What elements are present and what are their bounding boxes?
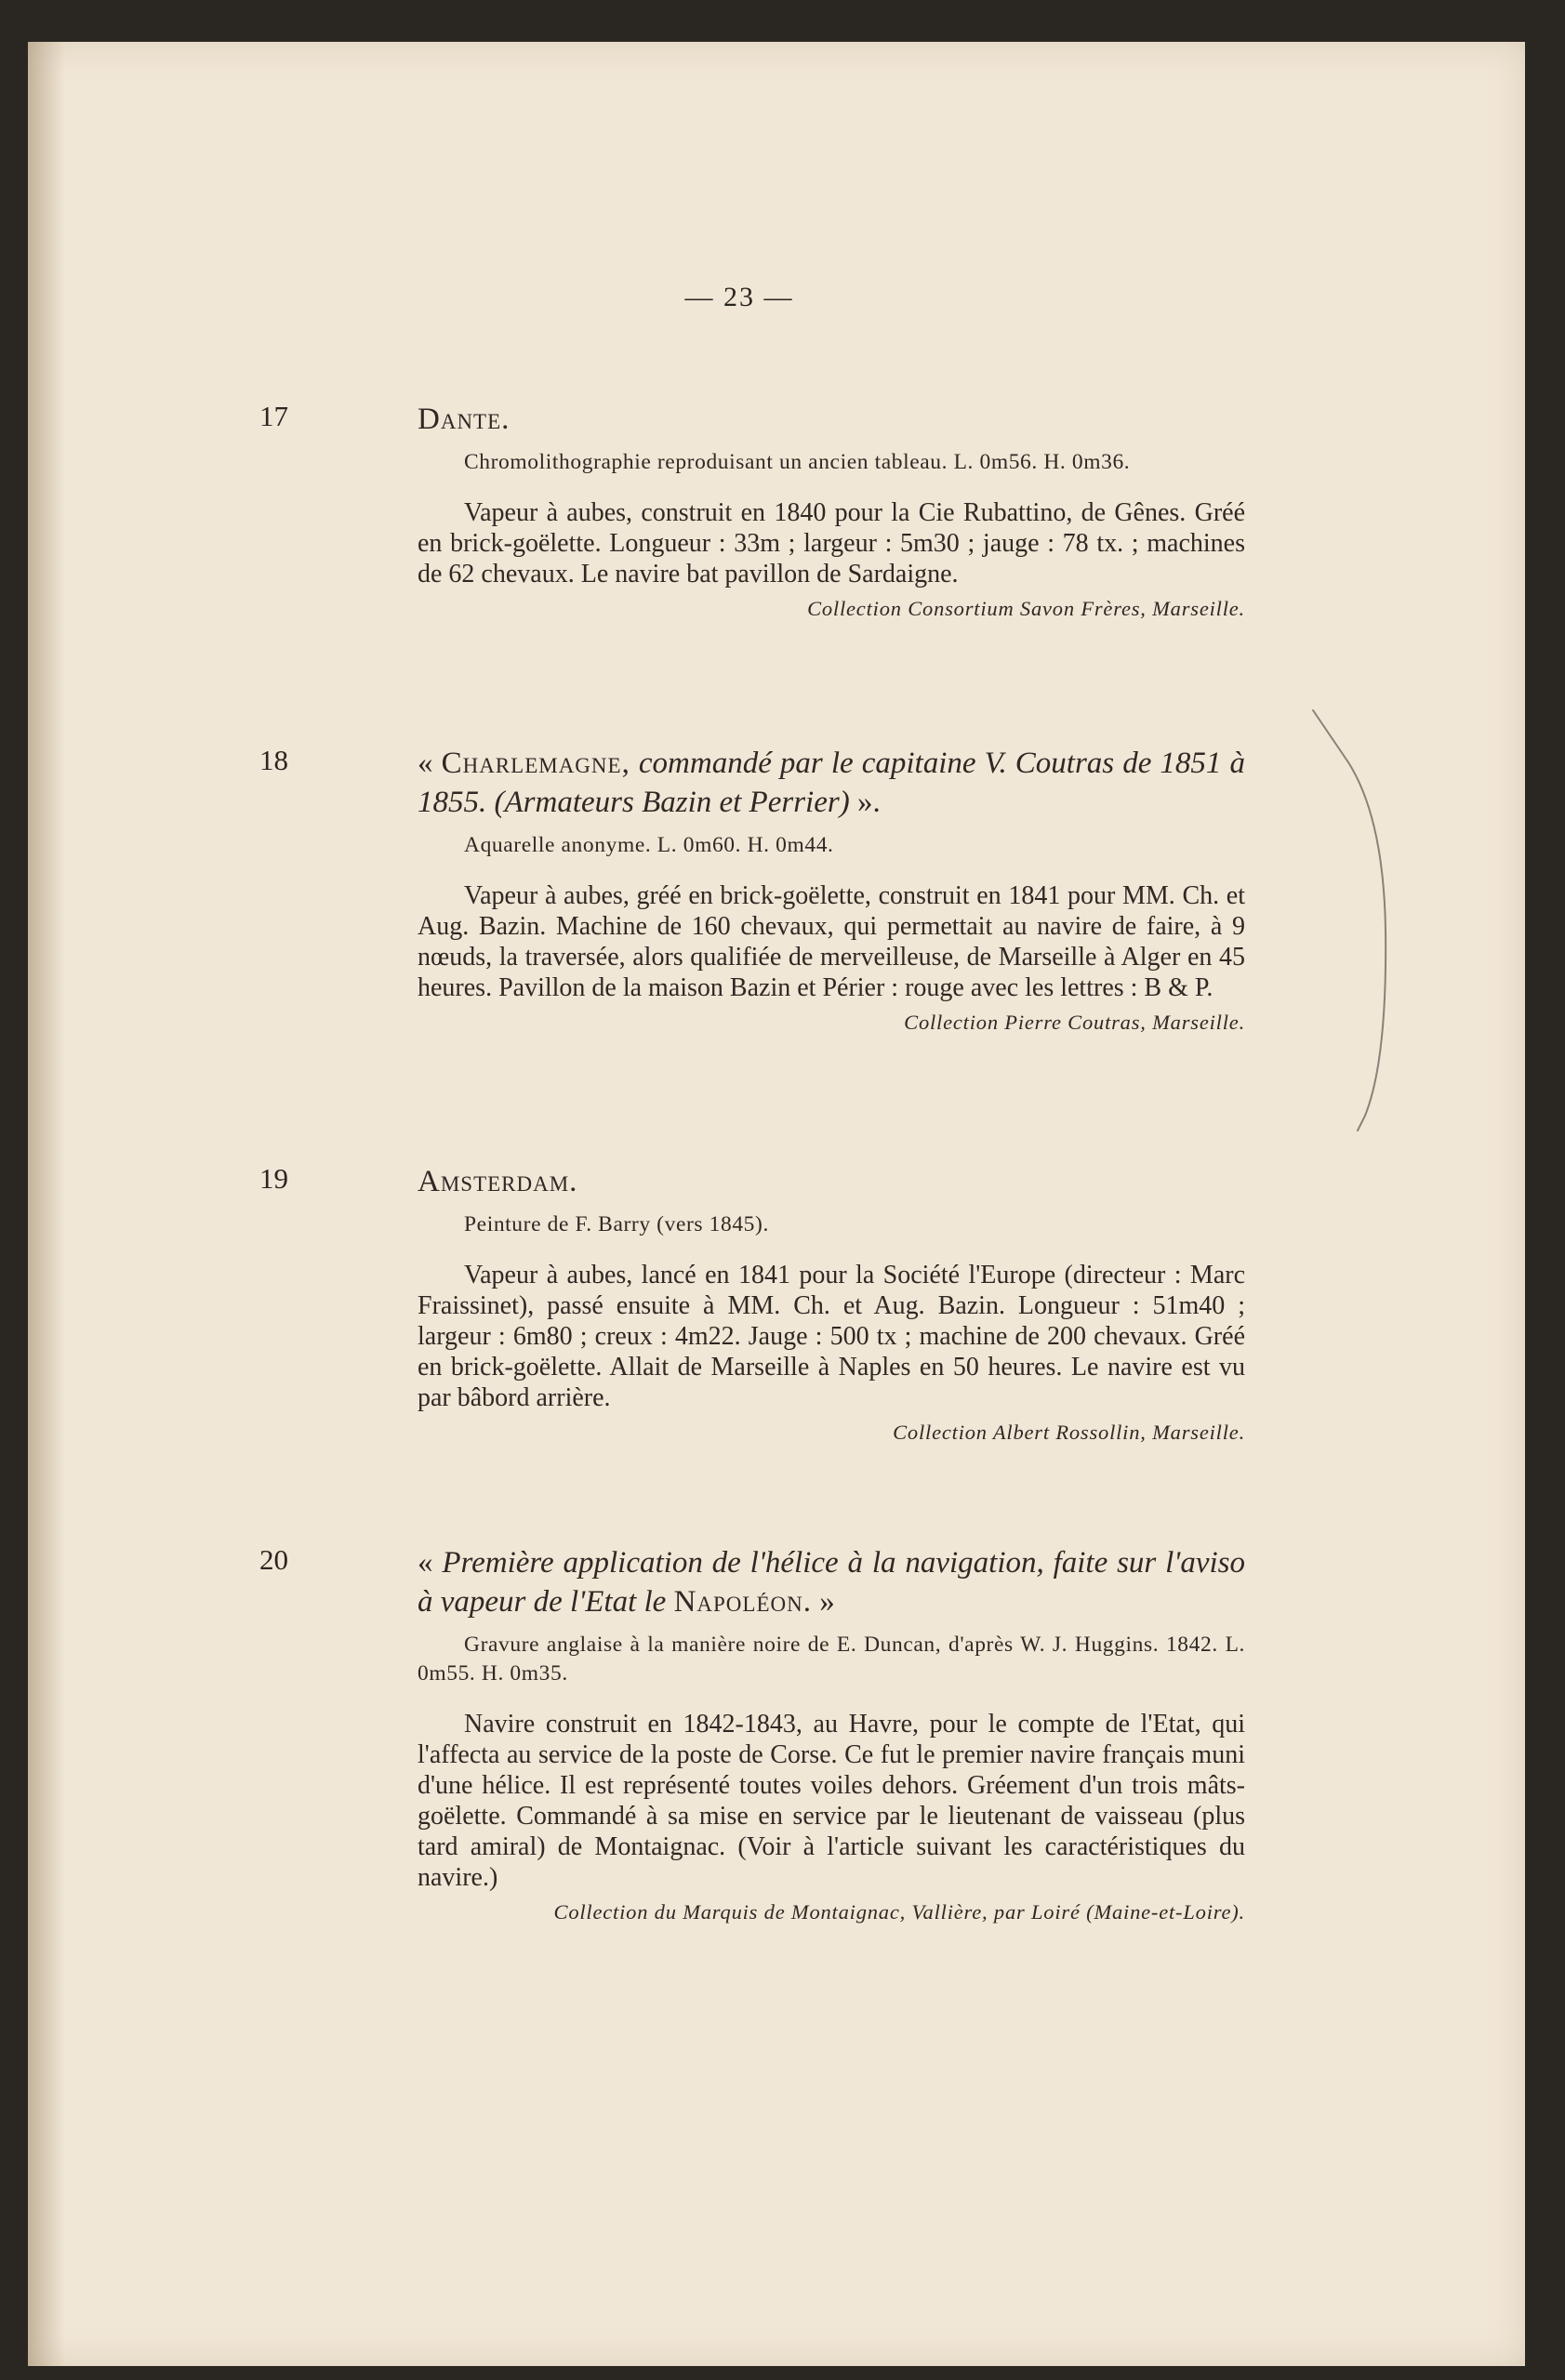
page-number: — 23 — xyxy=(684,282,794,312)
entry-title-text: Dante. xyxy=(418,403,511,436)
entry-technique: Chromolithographie reproduisant un ancien tableau. L. 0m56. H. 0m36. xyxy=(464,450,1131,474)
title-open-quote: « xyxy=(418,747,442,780)
title-close-quote: » xyxy=(812,1585,835,1619)
entry-description: Vapeur à aubes, construit en 1840 pour la Cie Rubattino, de Gênes. Gréé en brick-goëlette. Longueur : 33m ; largeur : 5m30 ; jauge : 78 tx. ; machines de 62 chevaux. Le navire bat pavillon de Sardaigne. xyxy=(418,498,1245,588)
entry-description: Vapeur à aubes, lancé en 1841 pour la Société l'Europe (directeur : Marc Fraissinet), passé ensuite à MM. Ch. et Aug. Bazin. Longueur : 51m40 ; largeur : 6m80 ; creux : 4m22. Jauge : 500 tx ; machine de 200 chevaux. Gréé en brick-goëlette. Allait de Marseille à Naples en 50 heures. Le navire est vu par bâbord arrière. xyxy=(418,1261,1245,1412)
entry-technique: Peinture de F. Barry (vers 1845). xyxy=(464,1212,769,1236)
entry-technique: Aquarelle anonyme. L. 0m60. H. 0m44. xyxy=(464,833,834,857)
title-close-quote: ». xyxy=(849,786,881,819)
entry-title xyxy=(418,744,1245,822)
entry-collection: Collection du Marquis de Montaignac, Vallière, par Loiré (Maine-et-Loire). xyxy=(553,1900,1245,1924)
entry-collection: Collection Pierre Coutras, Marseille. xyxy=(904,1011,1245,1034)
entry-title xyxy=(418,1543,1245,1621)
entry-title xyxy=(418,400,1245,439)
entry-title xyxy=(418,1162,1245,1201)
ship-name: Napoléon. xyxy=(673,1585,812,1619)
entry-technique: Gravure anglaise à la manière noire de E. Duncan, d'après W. J. Huggins. 1842. L. 0m55. H. 0m35. xyxy=(418,1633,1245,1686)
entry-title-text: Amsterdam. xyxy=(418,1165,578,1198)
entry-number: 19 xyxy=(259,1162,288,1195)
pencil-bracket-mark xyxy=(1311,707,1395,1134)
entry-title-text: commandé par le capitaine V. Coutras de 1851 à 1855. (Armateurs Bazin et Perrier) xyxy=(418,747,1245,819)
entry-title-text: Première application de l'hélice à la navigation, faite sur l'aviso à vapeur de l'Etat le xyxy=(418,1546,1245,1619)
title-open-quote: « xyxy=(418,1546,443,1580)
entry-number: 20 xyxy=(259,1543,288,1576)
book-page xyxy=(28,42,1525,2366)
entry-number: 18 xyxy=(259,744,288,776)
entry-description: Navire construit en 1842-1843, au Havre, pour le compte de l'Etat, qui l'affecta au service de la poste de Corse. Ce fut le premier navire français muni d'une hélice. Il est représenté toutes voiles dehors. Gréement d'un trois mâts-goëlette. Commandé à sa mise en service par le lieutenant de vaisseau (plus tard amiral) de Montaignac. (Voir à l'article suivant les caractéristiques du navire.) xyxy=(418,1710,1245,1892)
entry-collection: Collection Consortium Savon Frères, Marseille. xyxy=(807,597,1245,620)
entry-description: Vapeur à aubes, gréé en brick-goëlette, construit en 1841 pour MM. Ch. et Aug. Bazin. Machine de 160 chevaux, qui permettait au navire de faire, à 9 nœuds, la traversée, alors qualifiée de merveilleuse, de Marseille à Alger en 45 heures. Pavillon de la maison Bazin et Périer : rouge avec les lettres : B & P. xyxy=(418,881,1245,1002)
ship-name: Charlemagne, xyxy=(441,747,630,780)
entry-collection: Collection Albert Rossollin, Marseille. xyxy=(893,1421,1245,1444)
entry-number: 17 xyxy=(259,400,288,432)
